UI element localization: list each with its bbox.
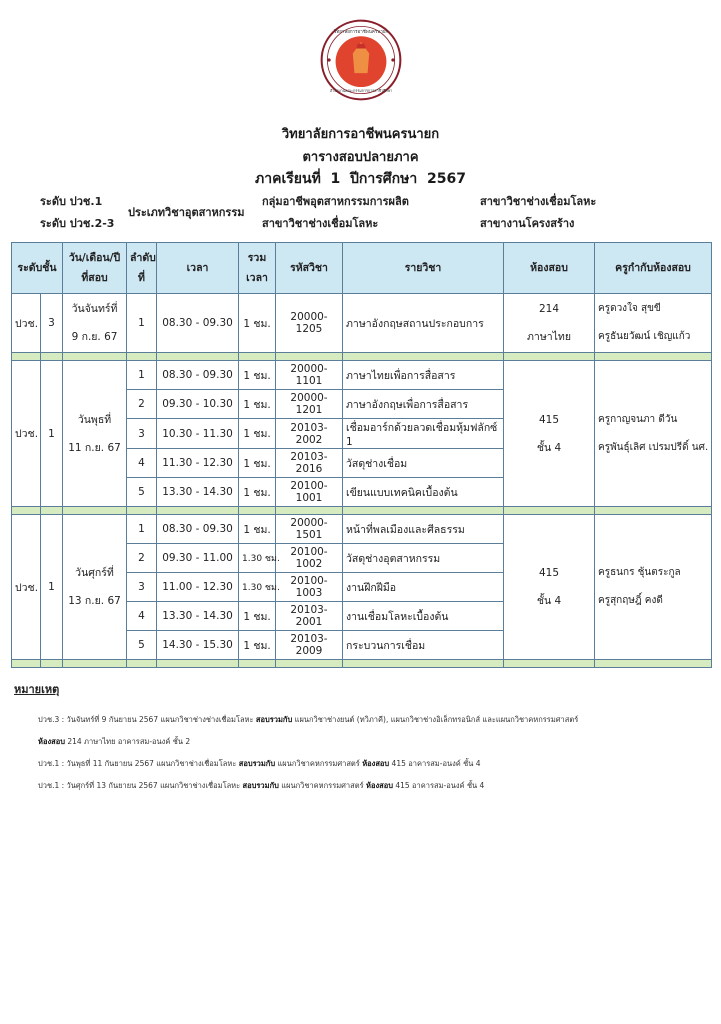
exam-date: 13 ก.ย. 67 [68,595,121,607]
room-number: 214 [538,303,560,315]
code-cell: 20100-1002 [276,544,343,573]
proctor-cell [595,294,712,353]
separator-cell [239,660,276,668]
room-location: ชั้น 4 [536,595,562,607]
order-cell: 1 [127,294,157,353]
subject-cell: เขียนแบบเทคนิคเบื้องต้น [343,478,504,507]
separator-cell [276,660,343,668]
room-number: 415 [538,567,560,579]
code-cell: 20103-2009 [276,631,343,660]
separator-cell [12,660,41,668]
separator-cell [504,507,595,515]
note-item: ปวช.1 : วันศุกร์ที่ 13 กันยายน 2567 แผนกวิชาช่างเชื่อมโลหะ สอบรวมกับ แผนกวิชาคหกรรมศาสตร์ ห้องสอบ 415 อาคารสม-อนงค์ ชั้น 4 [38,781,485,790]
separator-cell [41,660,63,668]
duration-cell: 1 ชม. [239,631,276,660]
time-cell: 09.30 - 11.00 [157,544,239,573]
meta-track: สาขางานโครงสร้าง [480,217,575,230]
meta-major-2: สาขาวิชาช่างเชื่อมโลหะ [480,195,597,208]
date-cell [63,294,127,353]
code-cell: 20000-1205 [276,294,343,353]
exam-date: 9 ก.ย. 67 [71,331,118,343]
level-cell: ปวช. [12,361,41,507]
time-cell: 13.30 - 14.30 [157,478,239,507]
proctor-cell [595,515,712,660]
code-cell: 20103-2016 [276,449,343,478]
subject-cell: ภาษาอังกฤษเพื่อการสื่อสาร [343,390,504,419]
time-cell: 13.30 - 14.30 [157,602,239,631]
separator-cell [12,507,41,515]
duration-cell: 1 ชม. [239,515,276,544]
separator-cell [595,660,712,668]
subject-cell: ภาษาไทยเพื่อการสื่อสาร [343,361,504,390]
meta-type: ประเภทวิชาอุตสาหกรรม [128,206,245,219]
room-location: ชั้น 4 [536,441,562,454]
subject-cell: งานเชื่อมโลหะเบื้องต้น [343,602,504,631]
separator-cell [157,660,239,668]
duration-cell: 1 ชม. [239,602,276,631]
proctor-name: ครูดวงใจ สุขขี [598,303,661,314]
separator-cell [343,507,504,515]
order-cell: 3 [127,573,157,602]
time-cell: 08.30 - 09.30 [157,294,239,353]
proctor-name: ครูธนกร ชุ้นตระกูล [598,567,681,578]
separator-cell [239,507,276,515]
order-cell: 4 [127,449,157,478]
header-code: รหัสวิชา [276,243,343,294]
time-cell: 08.30 - 09.30 [157,515,239,544]
meta-group: กลุ่มอาชีพอุตสาหกรรมการผลิต [262,195,409,208]
header-subject: รายวิชา [343,243,504,294]
order-cell: 2 [127,544,157,573]
room-cell [504,294,595,353]
year-cell: 3 [41,294,63,353]
exam-schedule-table [11,242,712,668]
subject-cell: ภาษาอังกฤษสถานประกอบการ [343,294,504,353]
code-cell: 20103-2002 [276,419,343,449]
duration-cell: 1.30 ชม. [239,544,276,573]
separator-cell [41,353,63,361]
order-cell: 3 [127,419,157,449]
proctor-name: ครูสุกฤษฎิ์ คงดี [598,595,663,606]
duration-cell: 1 ชม. [239,294,276,353]
subject-cell: เชื่อมอาร์กด้วยลวดเชื่อมหุ้มฟลักซ์ 1 [343,419,504,449]
college-name: วิทยาลัยการอาชีพนครนายก [281,127,440,142]
header-room: ห้องสอบ [504,243,595,294]
duration-cell: 1 ชม. [239,361,276,390]
duration-cell: 1.30 ชม. [239,573,276,602]
duration-cell: 1 ชม. [239,449,276,478]
notes-section [14,680,714,802]
year-cell: 1 [41,515,63,660]
code-cell: 20103-2001 [276,602,343,631]
time-cell: 14.30 - 15.30 [157,631,239,660]
date-cell [63,515,127,660]
table-row [12,515,712,544]
time-cell: 10.30 - 11.30 [157,419,239,449]
separator-cell [127,507,157,515]
document-title: ตารางสอบปลายภาค [302,150,419,165]
year-cell: 1 [41,361,63,507]
time-cell: 11.00 - 12.30 [157,573,239,602]
date-cell [63,361,127,507]
order-cell: 5 [127,478,157,507]
code-cell: 20000-1201 [276,390,343,419]
table-row [12,361,712,390]
code-cell: 20100-1001 [276,478,343,507]
note-item: ปวช.3 : วันจันทร์ที่ 9 กันยายน 2567 แผนกวิชาช่างช่างเชื่อมโลหะ สอบรวมกับ แผนกวิชาช่างยนต์ (ทวิภาคี), แผนกวิชาช่างอิเล็กทรอนิกส์ และแผนกวิชาคหกรรมศาสตร์ [38,715,579,724]
duration-cell: 1 ชม. [239,419,276,449]
duration-cell: 1 ชม. [239,478,276,507]
separator-cell [595,353,712,361]
order-cell: 2 [127,390,157,419]
order-cell: 5 [127,631,157,660]
separator-cell [63,660,127,668]
header-level: ระดับชั้น [12,243,63,294]
order-cell: 1 [127,361,157,390]
order-cell: 1 [127,515,157,544]
time-cell: 08.30 - 09.30 [157,361,239,390]
separator-cell [127,660,157,668]
separator-cell [595,507,712,515]
time-cell: 09.30 - 10.30 [157,390,239,419]
separator-cell [157,507,239,515]
separator-cell [127,353,157,361]
header-time: เวลา [157,243,239,294]
logo-top-text: วิทยาลัยการอาชีพนครนายก [333,29,389,35]
exam-day: วันจันทร์ที่ [71,303,118,315]
table-header-row [12,243,712,294]
level-cell: ปวช. [12,515,41,660]
semester-line: ภาคเรียนที่ 1 ปีการศึกษา 2567 [255,171,466,187]
college-logo [320,19,402,101]
proctor-name: ครูกาญจนภา ดีวัน [598,413,678,425]
table-row [12,294,712,353]
order-cell: 4 [127,602,157,631]
note-item: ปวช.1 : วันพุธที่ 11 กันยายน 2567 แผนกวิชาช่างเชื่อมโลหะ สอบรวมกับ แผนกวิชาคหกรรมศาสตร์ ห้องสอบ 415 อาคารสม-อนงค์ ชั้น 4 [38,759,481,768]
notes-title: หมายเหตุ [14,683,60,696]
separator-cell [504,660,595,668]
separator-cell [41,507,63,515]
exam-day: วันศุกร์ที่ [75,567,114,579]
header-date: วัน/เดือน/ปี ที่สอบ [63,243,127,294]
separator-cell [343,353,504,361]
duration-cell: 1 ชม. [239,390,276,419]
room-location: ภาษาไทย [527,331,572,343]
separator-cell [63,353,127,361]
separator-cell [343,660,504,668]
code-cell: 20100-1003 [276,573,343,602]
code-cell: 20000-1501 [276,515,343,544]
separator-cell [276,507,343,515]
separator-cell [504,353,595,361]
separator-cell [63,507,127,515]
subject-cell: วัสดุช่างเชื่อม [343,449,504,478]
room-cell [504,515,595,660]
code-cell: 20000-1101 [276,361,343,390]
proctor-cell [595,361,712,507]
meta-level-1: ระดับ ปวช.1 [40,195,103,208]
group-separator [12,507,712,515]
note-item: ห้องสอบ 214 ภาษาไทย อาคารสม-อนงค์ ชั้น 2 [38,737,191,746]
logo-bottom-text: สำนักงานคณะกรรมการการอาชีวศึกษา [329,88,393,93]
separator-cell [12,353,41,361]
separator-cell [239,353,276,361]
header-order: ลำดับ ที่ [127,243,157,294]
proctor-name: ครูธันยวัฒน์ เชิญแก้ว [598,331,691,342]
proctor-name: ครูพันธุ์เลิศ เปรมปรีดิ์ นศ. [598,441,709,453]
level-cell: ปวช. [12,294,41,353]
room-number: 415 [538,413,560,426]
exam-date: 11 ก.ย. 67 [68,441,121,454]
separator-cell [276,353,343,361]
group-separator [12,353,712,361]
exam-day: วันพุธที่ [77,413,112,426]
meta-major-1: สาขาวิชาช่างเชื่อมโลหะ [262,217,379,230]
group-separator [12,660,712,668]
header-duration: รวม เวลา [239,243,276,294]
subject-cell: งานฝึกฝีมือ [343,573,504,602]
meta-level-2: ระดับ ปวช.2-3 [40,217,115,230]
header-proctor: ครูกำกับห้องสอบ [595,243,712,294]
room-cell [504,361,595,507]
subject-cell: กระบวนการเชื่อม [343,631,504,660]
subject-cell: หน้าที่พลเมืองและศีลธรรม [343,515,504,544]
time-cell: 11.30 - 12.30 [157,449,239,478]
separator-cell [157,353,239,361]
subject-cell: วัสดุช่างอุตสาหกรรม [343,544,504,573]
